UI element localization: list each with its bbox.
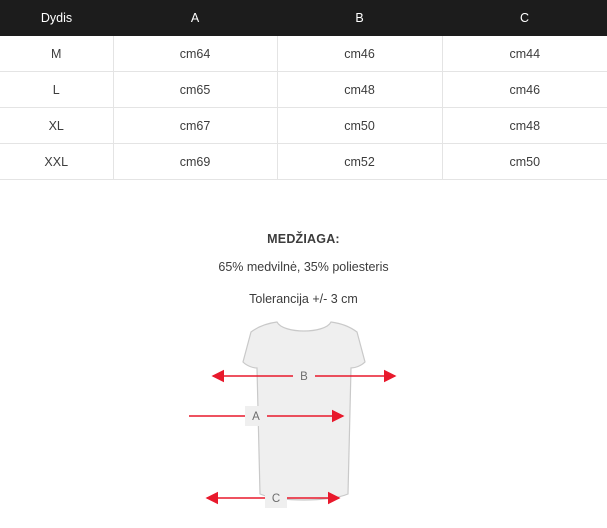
- table-row: [0, 108, 607, 144]
- cell-a: cm69: [113, 144, 277, 180]
- cell-a: cm67: [113, 108, 277, 144]
- column-header-size: Dydis: [0, 0, 113, 36]
- measure-label-b: B: [299, 371, 308, 383]
- material-info: [0, 232, 607, 306]
- tolerance-note: Tolerancija +/- 3 cm: [249, 292, 358, 306]
- table-header-row: [0, 0, 607, 36]
- cell-a: cm64: [113, 36, 277, 72]
- column-header-b: B: [277, 0, 442, 36]
- cell-b: cm48: [277, 72, 442, 108]
- cell-size: XXL: [0, 144, 113, 180]
- material-title: MEDŽIAGA:: [267, 232, 340, 246]
- garment-diagram-svg: [189, 318, 419, 528]
- cell-b: cm46: [277, 36, 442, 72]
- garment-diagram: [0, 318, 607, 528]
- cell-c: cm48: [442, 108, 607, 144]
- measure-label-c: C: [271, 493, 280, 505]
- table-row: [0, 144, 607, 180]
- column-header-a: A: [113, 0, 277, 36]
- cell-a: cm65: [113, 72, 277, 108]
- column-header-c: C: [442, 0, 607, 36]
- size-table: [0, 0, 607, 180]
- cell-size: XL: [0, 108, 113, 144]
- cell-size: M: [0, 36, 113, 72]
- cell-b: cm52: [277, 144, 442, 180]
- measure-label-a: A: [251, 411, 260, 423]
- cell-c: cm44: [442, 36, 607, 72]
- cell-c: cm50: [442, 144, 607, 180]
- table-row: [0, 36, 607, 72]
- cell-size: L: [0, 72, 113, 108]
- cell-c: cm46: [442, 72, 607, 108]
- material-composition: 65% medvilnė, 35% poliesteris: [218, 260, 389, 274]
- table-row: [0, 72, 607, 108]
- cell-b: cm50: [277, 108, 442, 144]
